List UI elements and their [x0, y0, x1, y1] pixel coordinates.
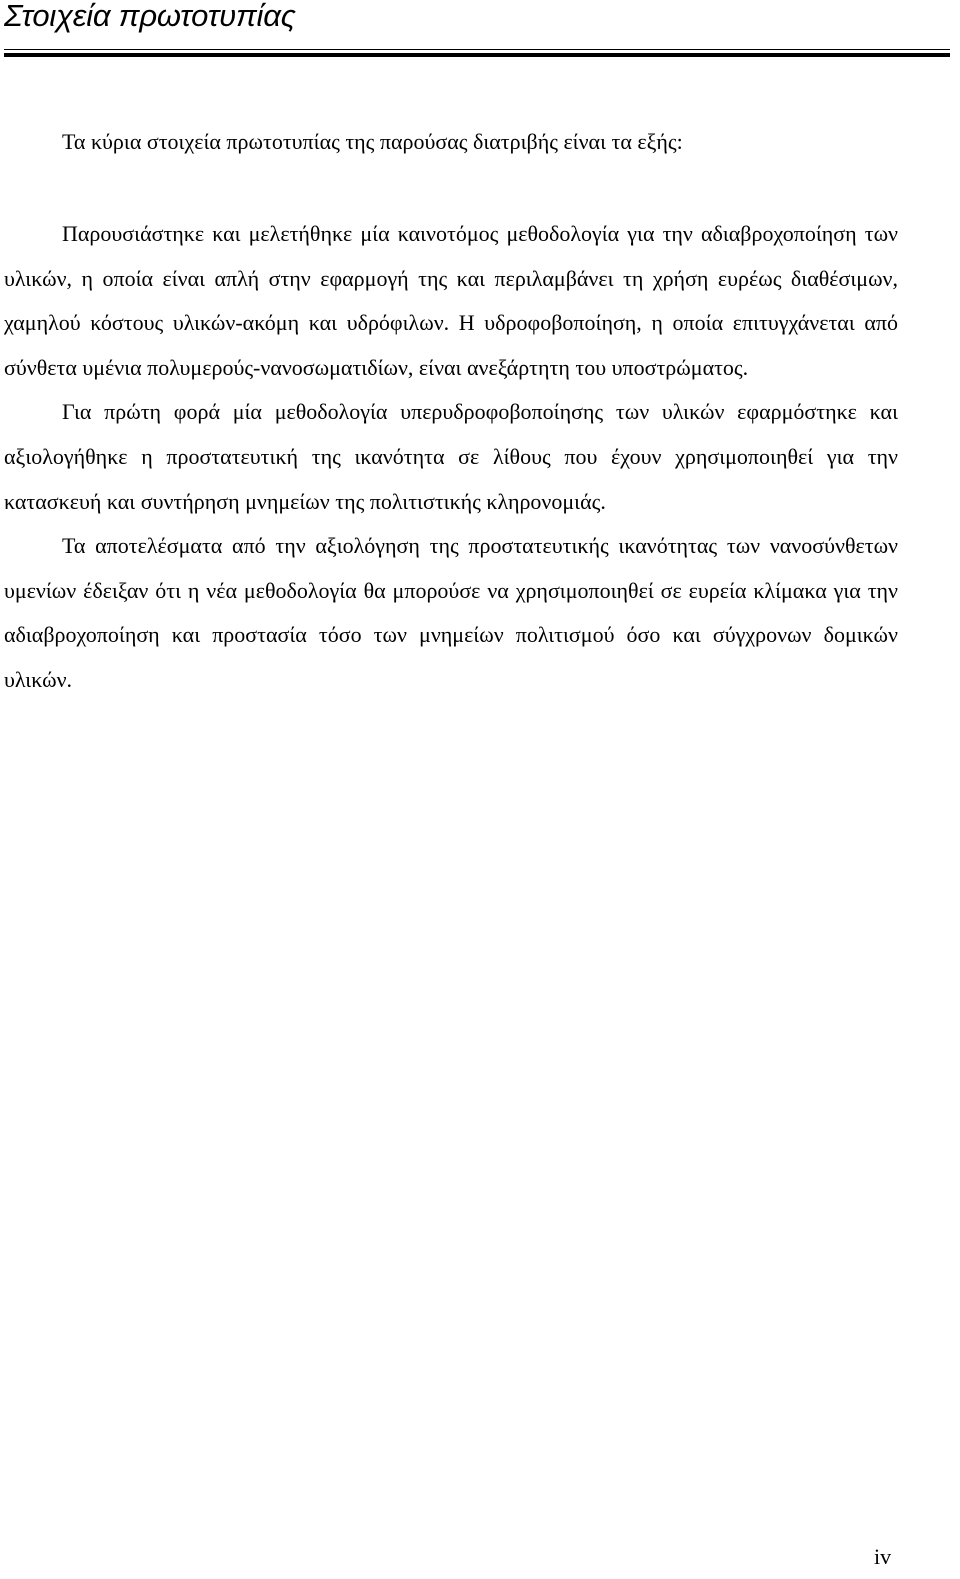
page-number: iv	[874, 1544, 892, 1569]
paragraph-methodology: Παρουσιάστηκε και μελετήθηκε μία καινοτόμος μεθοδολογία για την αδιαβροχοποίηση των υλικών, η οποία είναι απλή στην εφαρμογή της και περιλαμβάνει τη χρήση ευρέως διαθέσιμων, χαμηλού κόστους υλικών-ακόμη και υδρόφιλων. Η υδροφοβοποίηση, η οποία επιτυγχάνεται από σύνθετα υμένια πολυμερούς-νανοσωματιδίων, είναι ανεξάρτητη του υποστρώματος.	[4, 221, 898, 380]
title-rule-thin	[4, 49, 950, 50]
title-rule-thick	[4, 53, 950, 57]
paragraph-heritage-stones: Για πρώτη φορά μία μεθοδολογία υπερυδροφοβοποίησης των υλικών εφαρμόστηκε και αξιολογήθηκε η προστατευτική της ικανότητα σε λίθους που έχουν χρησιμοποιηθεί για την κατασκευή και συντήρηση μνημείων της πολιτιστικής κληρονομιάς.	[4, 399, 898, 514]
intro-sentence: Τα κύρια στοιχεία πρωτοτυπίας της παρούσας διατριβής είναι τα εξής:	[62, 129, 683, 154]
paragraph-results: Τα αποτελέσματα από την αξιολόγηση της προστατευτικής ικανότητας των νανοσύνθετων υμενίων έδειξαν ότι η νέα μεθοδολογία θα μπορούσε να χρησιμοποιηθεί σε ευρεία κλίμακα για την αδιαβροχοποίηση και προστασία τόσο των μνημείων πολιτισμού όσο και σύγχρονων δομικών υλικών.	[4, 533, 898, 692]
page-title: Στοιχεία πρωτοτυπίας	[4, 0, 296, 33]
body-text	[4, 212, 898, 703]
